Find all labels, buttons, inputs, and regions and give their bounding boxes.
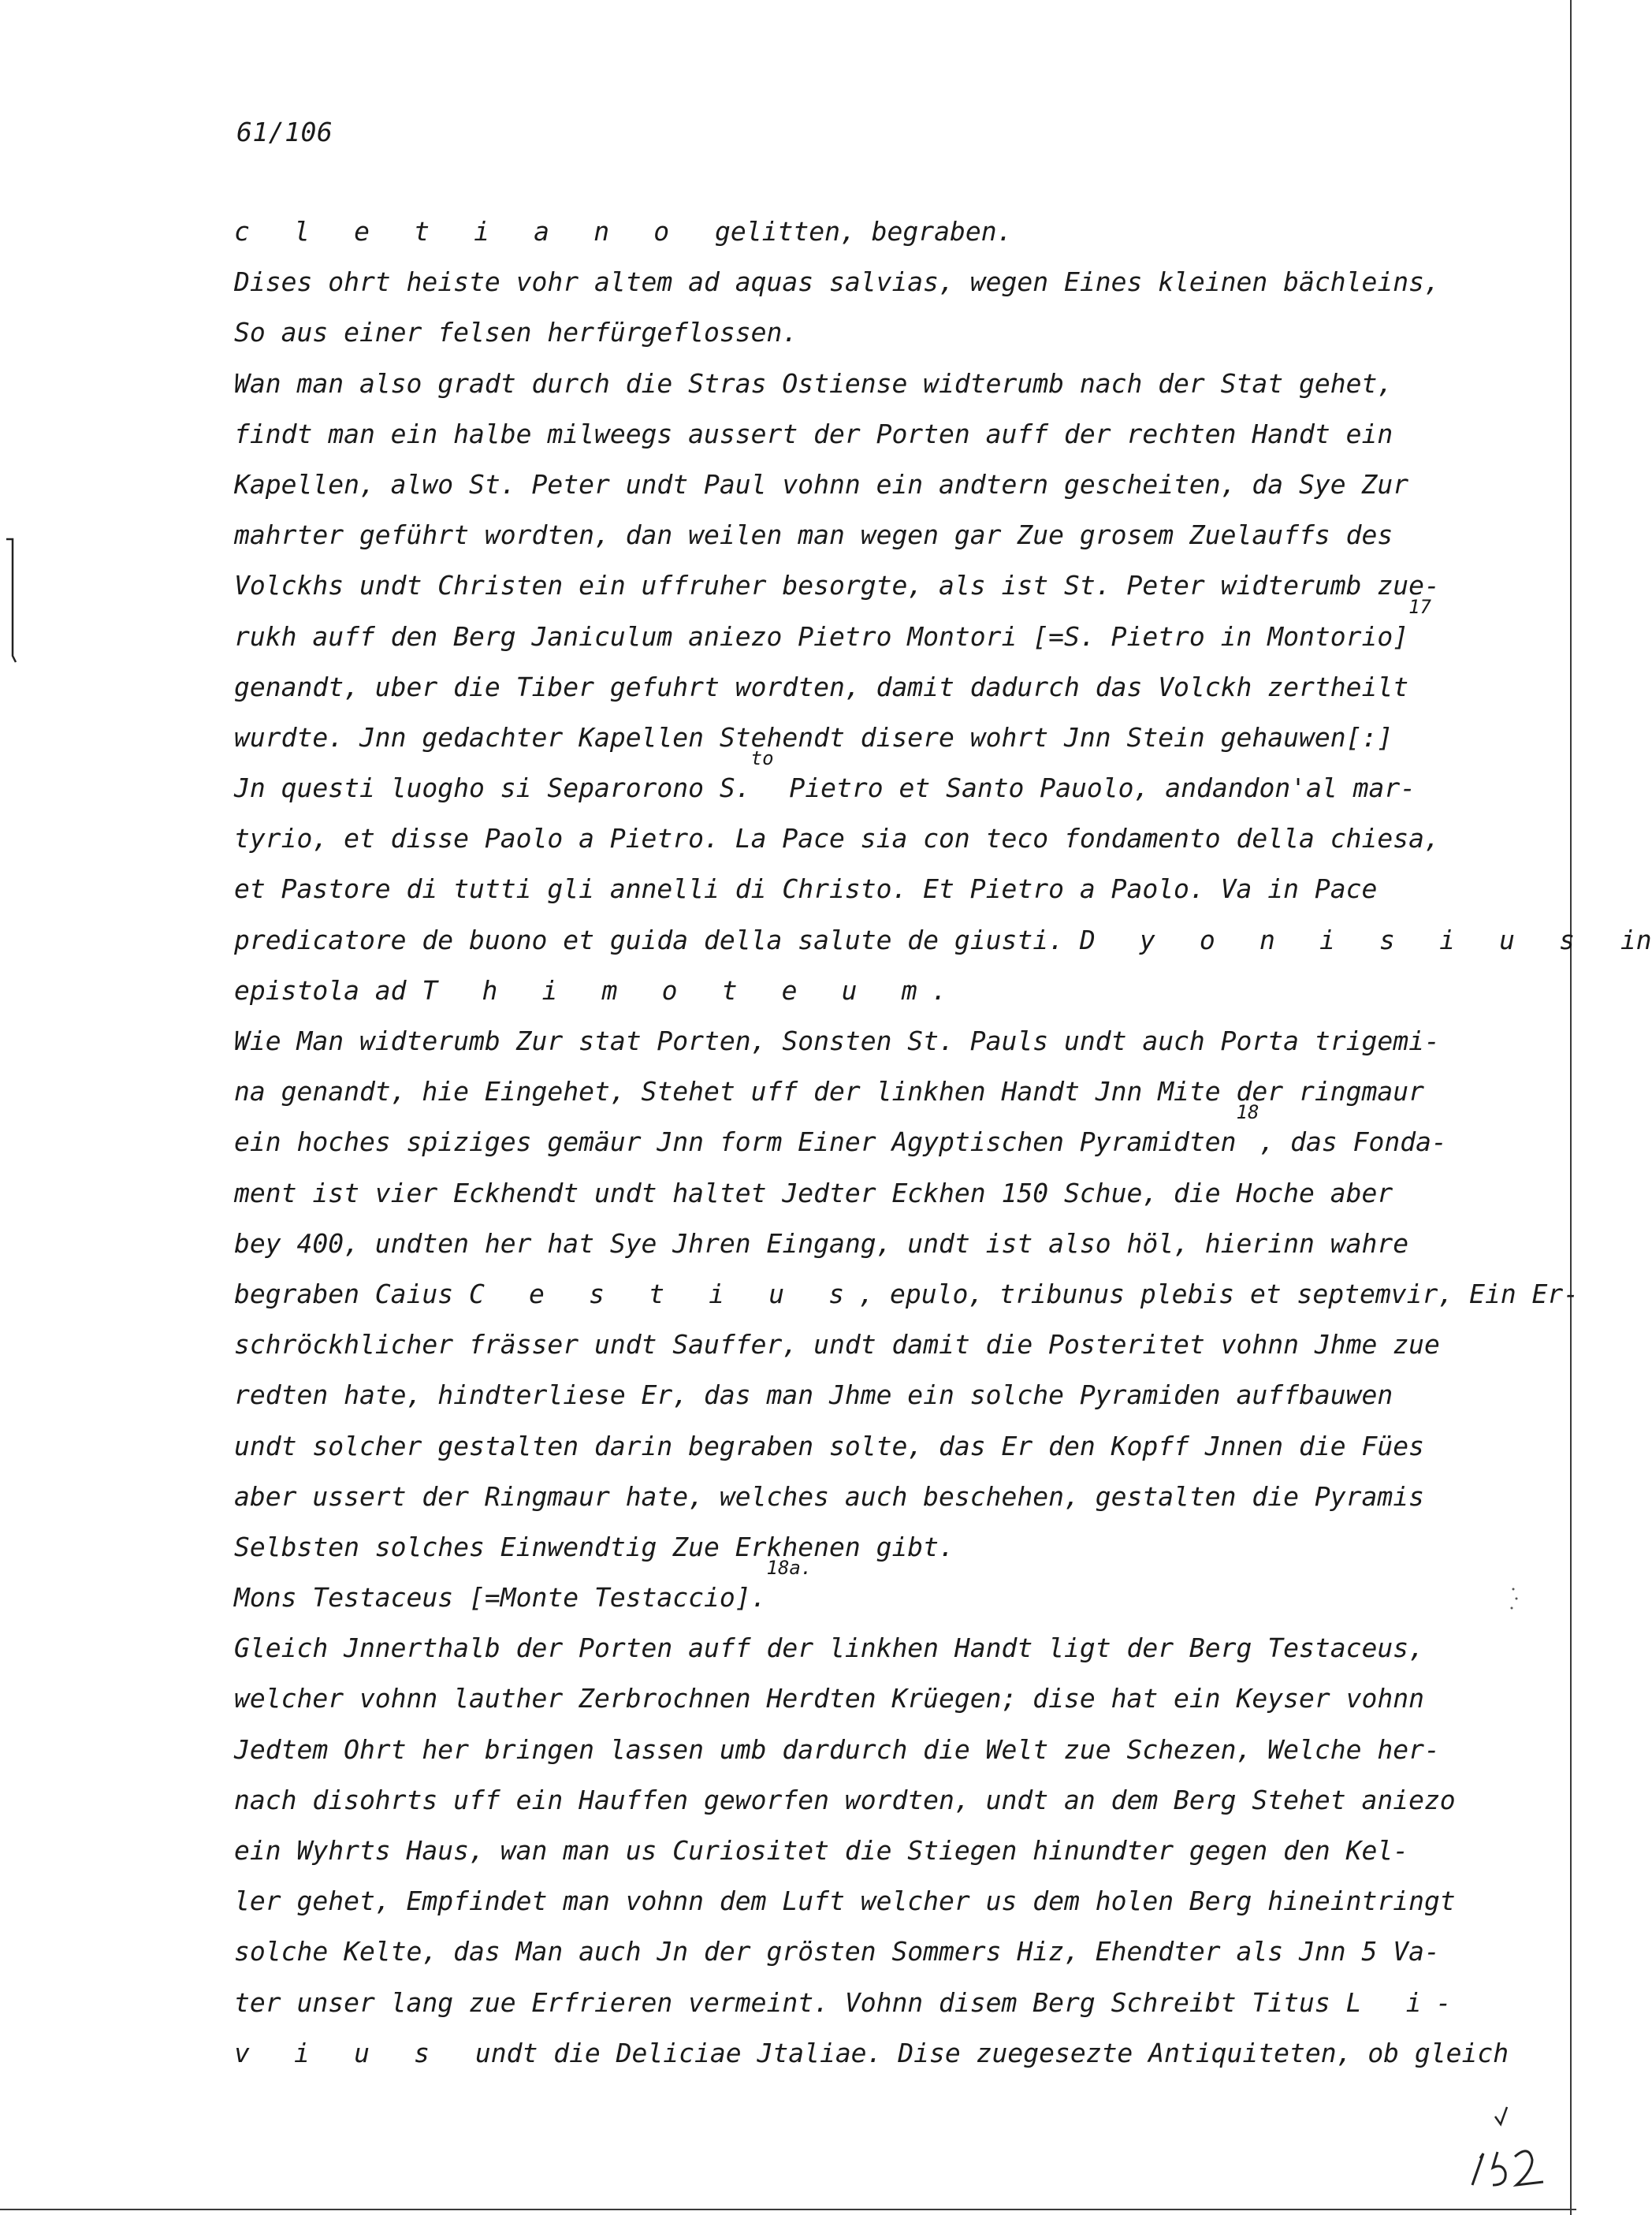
text-segment: solche Kelte, das Man auch Jn der grösten Sommers Hiz, Ehendter als Jnn 5 Va-: [234, 1936, 1440, 1967]
text-line: [234, 2028, 1509, 2079]
text-line: [234, 595, 1495, 662]
text-line: [234, 307, 1495, 358]
text-line: [234, 1320, 1495, 1370]
text-line: [234, 1926, 1495, 1977]
text-line: [234, 1472, 1495, 1522]
text-line: [234, 915, 1652, 966]
text-segment: Jedtem Ohrt her bringen lassen umb dardurch die Welt zue Schezen, Welche her-: [234, 1733, 1440, 1765]
text-line: [234, 207, 1495, 257]
text-line: [234, 864, 1495, 914]
text-line: [234, 1775, 1495, 1826]
text-segment: Dises ohrt heiste vohr altem ad aquas salvias, wegen Eines kleinen bächleins,: [234, 266, 1440, 298]
text-segment: na genandt, hie Eingehet, Stehet uff der linkhen Handt Jnn Mite der ringmaur: [234, 1076, 1424, 1108]
text-line: [234, 1876, 1495, 1926]
text-segment: Gleich Jnnerthalb der Porten auff der linkhen Handt ligt der Berg Testaceus,: [234, 1632, 1424, 1664]
text-line: [234, 1016, 1495, 1067]
text-segment: et Pastore di tutti gli annelli di Christo. Et Pietro a Paolo. Va in Pace: [234, 873, 1378, 905]
text-segment: Wie Man widterumb Zur stat Porten, Sonsten St. Pauls undt auch Porta trigemi-: [234, 1026, 1440, 1056]
text-segment: aber ussert der Ringmaur hate, welches auch beschehen, gestalten die Pyramis: [234, 1480, 1424, 1512]
text-line: [234, 1101, 1495, 1167]
text-segment: schröckhlicher frässer undt Sauffer, undt damit die Posteritet vohnn Jhme zue: [234, 1329, 1440, 1361]
text-line: [234, 510, 1495, 560]
text-segment: nach disohrts uff ein Hauffen geworfen wordten, undt an dem Berg Stehet aniezo: [234, 1784, 1456, 1815]
scan-border-bottom: [0, 2209, 1576, 2210]
text-segment: , epulo, tribunus plebis et septemvir, Ein Er-: [858, 1278, 1579, 1309]
handwritten-folio-number: [1466, 2136, 1561, 2191]
text-line: [234, 1168, 1495, 1219]
text-segment: tyrio, et disse Paolo a Pietro. La Pace sia con teco fondamento della chiesa,: [234, 823, 1440, 854]
text-line: [234, 1522, 1495, 1573]
spaced-name: T h i m o t e u m: [422, 974, 932, 1006]
text-line: [234, 1370, 1495, 1420]
text-segment: begraben Caius: [234, 1278, 470, 1309]
text-line: [234, 1219, 1495, 1269]
text-segment: Wan man also gradt durch die Stras Ostiense widterumb nach der Stat gehet,: [234, 367, 1393, 399]
text-line: [234, 1269, 1579, 1320]
page-number: 61/106: [236, 117, 333, 147]
text-line: [234, 1421, 1495, 1472]
text-segment: genandt, uber die Tiber gefuhrt wordten, damit dadurch das Volckh zertheilt: [234, 671, 1409, 702]
text-segment: , das Fonda-: [1259, 1126, 1447, 1158]
text-line: [234, 1673, 1495, 1724]
scan-border-right: [1570, 0, 1572, 2215]
text-segment: ment ist vier Eckhendt undt haltet Jedter Eckhen 150 Schue, die Hoche aber: [234, 1177, 1393, 1208]
text-segment: undt solcher gestalten darin begraben solte, das Er den Kopff Jnnen die Fües: [234, 1430, 1424, 1461]
text-line: [234, 359, 1495, 409]
text-segment: welcher vohnn lauther Zerbrochnen Herdten Krüegen; dise hat ein Keyser vohnn: [234, 1683, 1424, 1714]
text-segment: ein hoches spiziges gemäur Jnn form Einer Agyptischen Pyramidten: [234, 1126, 1237, 1158]
footnote-marker: 18: [1236, 1101, 1259, 1124]
text-segment: Kapellen, alwo St. Peter undt Paul vohnn ein andtern gescheiten, da Sye Zur: [234, 468, 1409, 500]
text-line: [234, 1978, 1495, 2028]
text-line: [234, 1826, 1495, 1876]
text-segment: undt die Deliciae Jtaliae. Dise zuegesezte Antiquiteten, ob gleich: [444, 2037, 1509, 2068]
text-line: [234, 257, 1495, 307]
spaced-name: C e s t i u s: [469, 1278, 859, 1309]
text-line: [234, 460, 1495, 510]
text-segment: ter unser lang zue Erfrieren vermeint. Vohnn disem Berg Schreibt Titus: [234, 1986, 1346, 2018]
text-segment: in: [1589, 924, 1652, 955]
text-segment: .: [931, 974, 947, 1006]
text-segment: Jn questi luogho si Separorono S.: [234, 772, 751, 804]
text-segment: gelitten, begraben.: [683, 216, 1013, 247]
spaced-name: v i u s: [234, 2037, 445, 2068]
text-segment: rukh auff den Berg Janiculum aniezo Pietro Montori [=S. Pietro in Montorio]: [234, 620, 1409, 652]
text-segment: ein Wyhrts Haus, wan man us Curiositet die Stiegen hinundter gegen den Kel-: [234, 1835, 1409, 1866]
transcription-text: [234, 207, 1652, 2079]
text-line: [234, 409, 1495, 460]
text-segment: Volckhs undt Christen ein uffruher besorgte, als ist St. Peter widterumb zue-: [234, 570, 1440, 601]
text-line: [234, 747, 1495, 813]
spaced-name: L i-: [1345, 1986, 1466, 2018]
text-line: [234, 713, 1495, 763]
text-line: [234, 662, 1495, 713]
text-line: [234, 1623, 1495, 1673]
text-segment: mahrter geführt wordten, dan weilen man wegen gar Zue grosem Zuelauffs des: [234, 519, 1393, 551]
text-segment: Pietro et Santo Pauolo, andandon'al mar-: [773, 772, 1416, 804]
footnote-marker: 18a.: [766, 1557, 813, 1580]
spaced-name: D y o n i s i u s: [1079, 924, 1590, 955]
text-segment: ler gehet, Empfindet man vohnn dem Luft welcher us dem holen Berg hineintringt: [234, 1886, 1456, 1917]
text-segment: Mons Testaceus [=Monte Testaccio].: [234, 1582, 767, 1614]
footnote-marker: to: [750, 747, 774, 770]
text-segment: redten hate, hindterliese Er, das man Jhme ein solche Pyramiden auffbauwen: [234, 1379, 1393, 1411]
text-segment: Selbsten solches Einwendtig Zue Erkhenen gibt.: [234, 1531, 954, 1562]
text-line: [234, 966, 1495, 1016]
text-line: [234, 813, 1495, 864]
text-segment: wurdte. Jnn gedachter Kapellen Stehendt disere wohrt Jnn Stein gehauwen[:]: [234, 721, 1393, 753]
text-segment: bey 400, undten her hat Sye Jhren Eingang, undt ist also höl, hierinn wahre: [234, 1227, 1409, 1259]
text-segment: predicatore de buono et guida della salute de giusti.: [234, 924, 1080, 955]
text-line: [234, 1557, 1495, 1623]
text-segment: findt man ein halbe milweegs aussert der Porten auff der rechten Handt ein: [234, 418, 1393, 449]
margin-bracket-mark: [5, 538, 19, 664]
text-segment: epistola ad: [234, 974, 422, 1006]
text-segment: So aus einer felsen herfürgeflossen.: [234, 317, 798, 348]
footnote-marker: 17: [1408, 595, 1431, 618]
text-line: [234, 1725, 1495, 1775]
text-line: [234, 560, 1495, 611]
text-line: [234, 1067, 1495, 1117]
margin-dots-mark: [1507, 1584, 1523, 1616]
spaced-name: c l e t i a n o: [234, 216, 684, 247]
